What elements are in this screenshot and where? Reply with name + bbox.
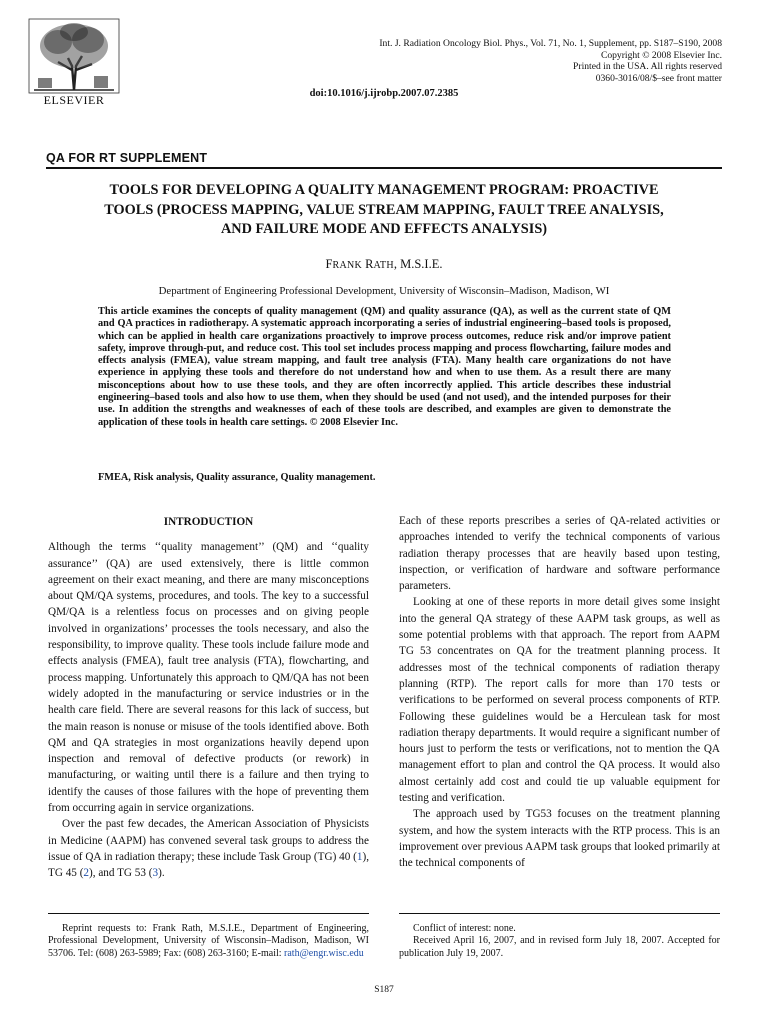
journal-citation [322, 38, 722, 84]
paragraph: Looking at one of these reports in more detail gives some insight into the general QA strategy of these AAPM task groups, as well as some potential problems with that approach. The report from AAPM TG 53 concentrates on QA for the treatment planning process. It addresses most of the technical components of radiation therapy planning (RTP). The report calls for more than 170 tests or verifications to be performed on several process components of RTP. Following these guidelines would be a Herculean task for most radiation therapy departments. It would require a significant number of hours just to perform the tests or verifications, not to mention the QA management effort to plan and control the QA process. It would also almost certainly add cost and could tie up valuable equipment for testing and verification. [399, 596, 720, 805]
author-last-initial: R [365, 257, 374, 271]
page-number: S187 [374, 985, 394, 995]
doi[interactable]: doi:10.1016/j.ijrobp.2007.07.2385 [309, 88, 459, 99]
title-line: TOOLS (PROCESS MAPPING, VALUE STREAM MAPPING, FAULT TREE ANALYSIS, [104, 201, 664, 218]
paragraph [48, 816, 369, 881]
footnote-divider [399, 913, 720, 914]
paragraph-text: Over the past few decades, the American Association of Physicists in Medicine (AAPM) has convened several task groups to address the issue of QA in radiation therapy; these include Task Group (TG) 40 ( [48, 818, 369, 863]
title-line: AND FAILURE MODE AND EFFECTS ANALYSIS) [220, 221, 548, 237]
footnote-reprint [48, 923, 369, 960]
author-first-initial: F [325, 257, 333, 271]
paragraph-text: ), TG 45 ( [48, 850, 369, 880]
author-affiliation: Department of Engineering Professional Development, University of Wisconsin–Madison, Madison, WI [158, 285, 610, 297]
publisher-name: ELSEVIER [43, 93, 105, 107]
footnote-dates [399, 923, 720, 960]
reference-link[interactable]: 2 [83, 867, 90, 880]
author-first-rest: RANK [332, 260, 363, 271]
journal-line: 0360-3016/08/$–see front matter [595, 72, 722, 84]
paragraph: Although the terms ‘‘quality management’’ (QM) and ‘‘quality assurance’’ (QA) are used extensively, there is little common agreement on their exact meaning, and there are many misconceptions about QM/QA systems, procedures, and tools. The key to a successful QM/QA is a relentless focus on processes and on giving people involved in organizations’ processes the tools necessary, and also the responsibility, to improve quality. These tools include failure mode and effects analysis (FMEA), fault tree analysis (FTA), flowcharting, and process mapping. Unfortunately this approach to QM/QA has not been widely adopted in the manufacturing or service industries or in the health care field. There are several reasons for this lack of success, but the main reason is nonuse or misuse of the tools identified above. Both QM and QA strategies in most organizations heavily depend upon inspection and removal of defective products (or rework) in manufacturing, or waiting until there is a failure and then trying to identify the causes of those failures with the hope of preventing them from occurring again in service organizations. [48, 541, 369, 815]
section-heading-introduction: INTRODUCTION [163, 516, 254, 528]
article-title [60, 181, 708, 240]
author-degree: , M.S.I.E. [393, 257, 443, 271]
paragraph-text: ), and TG 53 ( [89, 867, 153, 880]
reference-link[interactable]: 1 [356, 850, 363, 863]
footnote-received: Received April 16, 2007, and in revised form July 18, 2007. Accepted for publication July 19, 2007. [399, 935, 720, 959]
footnote-conflict: Conflict of interest: none. [413, 923, 516, 934]
section-label: QA FOR RT SUPPLEMENT [46, 151, 208, 165]
journal-line: Printed in the USA. All rights reserved [573, 61, 722, 73]
journal-line: Copyright © 2008 Elsevier Inc. [600, 49, 722, 61]
abstract: This article examines the concepts of quality management (QM) and quality assurance (QA), as well as the current state of QM and QA practices in radiotherapy. A systematic approach incorporating a series of industrial engineering–based tools is proposed, which can be applied in health care organizations proactively to improve process outcomes, reduce risk and/or improve patient safety, improve through-put, and reduce cost. This tool set includes process mapping and process flowcharting, failure modes and effects analysis (FMEA), value stream mapping, and fault tree analysis (FTA). Many health care organizations do not have experience in applying these tools and therefore do not understand how and when to use them. As a result there are many misconceptions about how to use these tools, and they are often incorrectly applied. This article describes these industrial engineering–based tools and also how to use them, when they should be used (and not used), and the intended purposes for their use. In addition the strengths and weaknesses of each of these tools are described, and examples are given to demonstrate the application of these tools in health care settings. © 2008 Elsevier Inc. [98, 306, 671, 428]
journal-line: Int. J. Radiation Oncology Biol. Phys., Vol. 71, No. 1, Supplement, pp. S187–S190, 2008 [379, 38, 722, 49]
paragraph: Each of these reports prescribes a series of QA-related activities or approaches intended to verify the technical components of various radiation therapy processes that are heavily based upon testing, inspection, or verification of hardware and software performance parameters. [399, 515, 720, 593]
right-column [399, 513, 720, 872]
footnote-divider [48, 913, 369, 914]
reprint-text: Reprint requests to: Frank Rath, M.S.I.E., Department of Engineering, Professional Development, University of Wisconsin–Madison, Madison, WI 53706. Tel: (608) 263-5989; Fax: (608) 263-3160; E-mail: [48, 923, 369, 959]
email-link[interactable]: rath@engr.wisc.edu [284, 947, 364, 959]
keywords: FMEA, Risk analysis, Quality assurance, Quality management. [98, 472, 376, 483]
reference-link[interactable]: 3 [152, 867, 159, 880]
tree-logo-icon [28, 18, 120, 94]
title-line: TOOLS FOR DEVELOPING A QUALITY MANAGEMENT PROGRAM: PROACTIVE [109, 182, 659, 198]
left-column [48, 514, 369, 882]
paragraph: The approach used by TG53 focuses on the treatment planning system, and how the system interacts with the RTP process. This is an improvement over previous AAPM task groups that looked primarily at the technical components of [399, 808, 720, 870]
paragraph-text: ). [158, 867, 165, 880]
author-name [0, 257, 768, 272]
section-divider [46, 167, 722, 169]
footnote-text [48, 923, 369, 960]
author-last-rest: ATH [373, 260, 394, 271]
